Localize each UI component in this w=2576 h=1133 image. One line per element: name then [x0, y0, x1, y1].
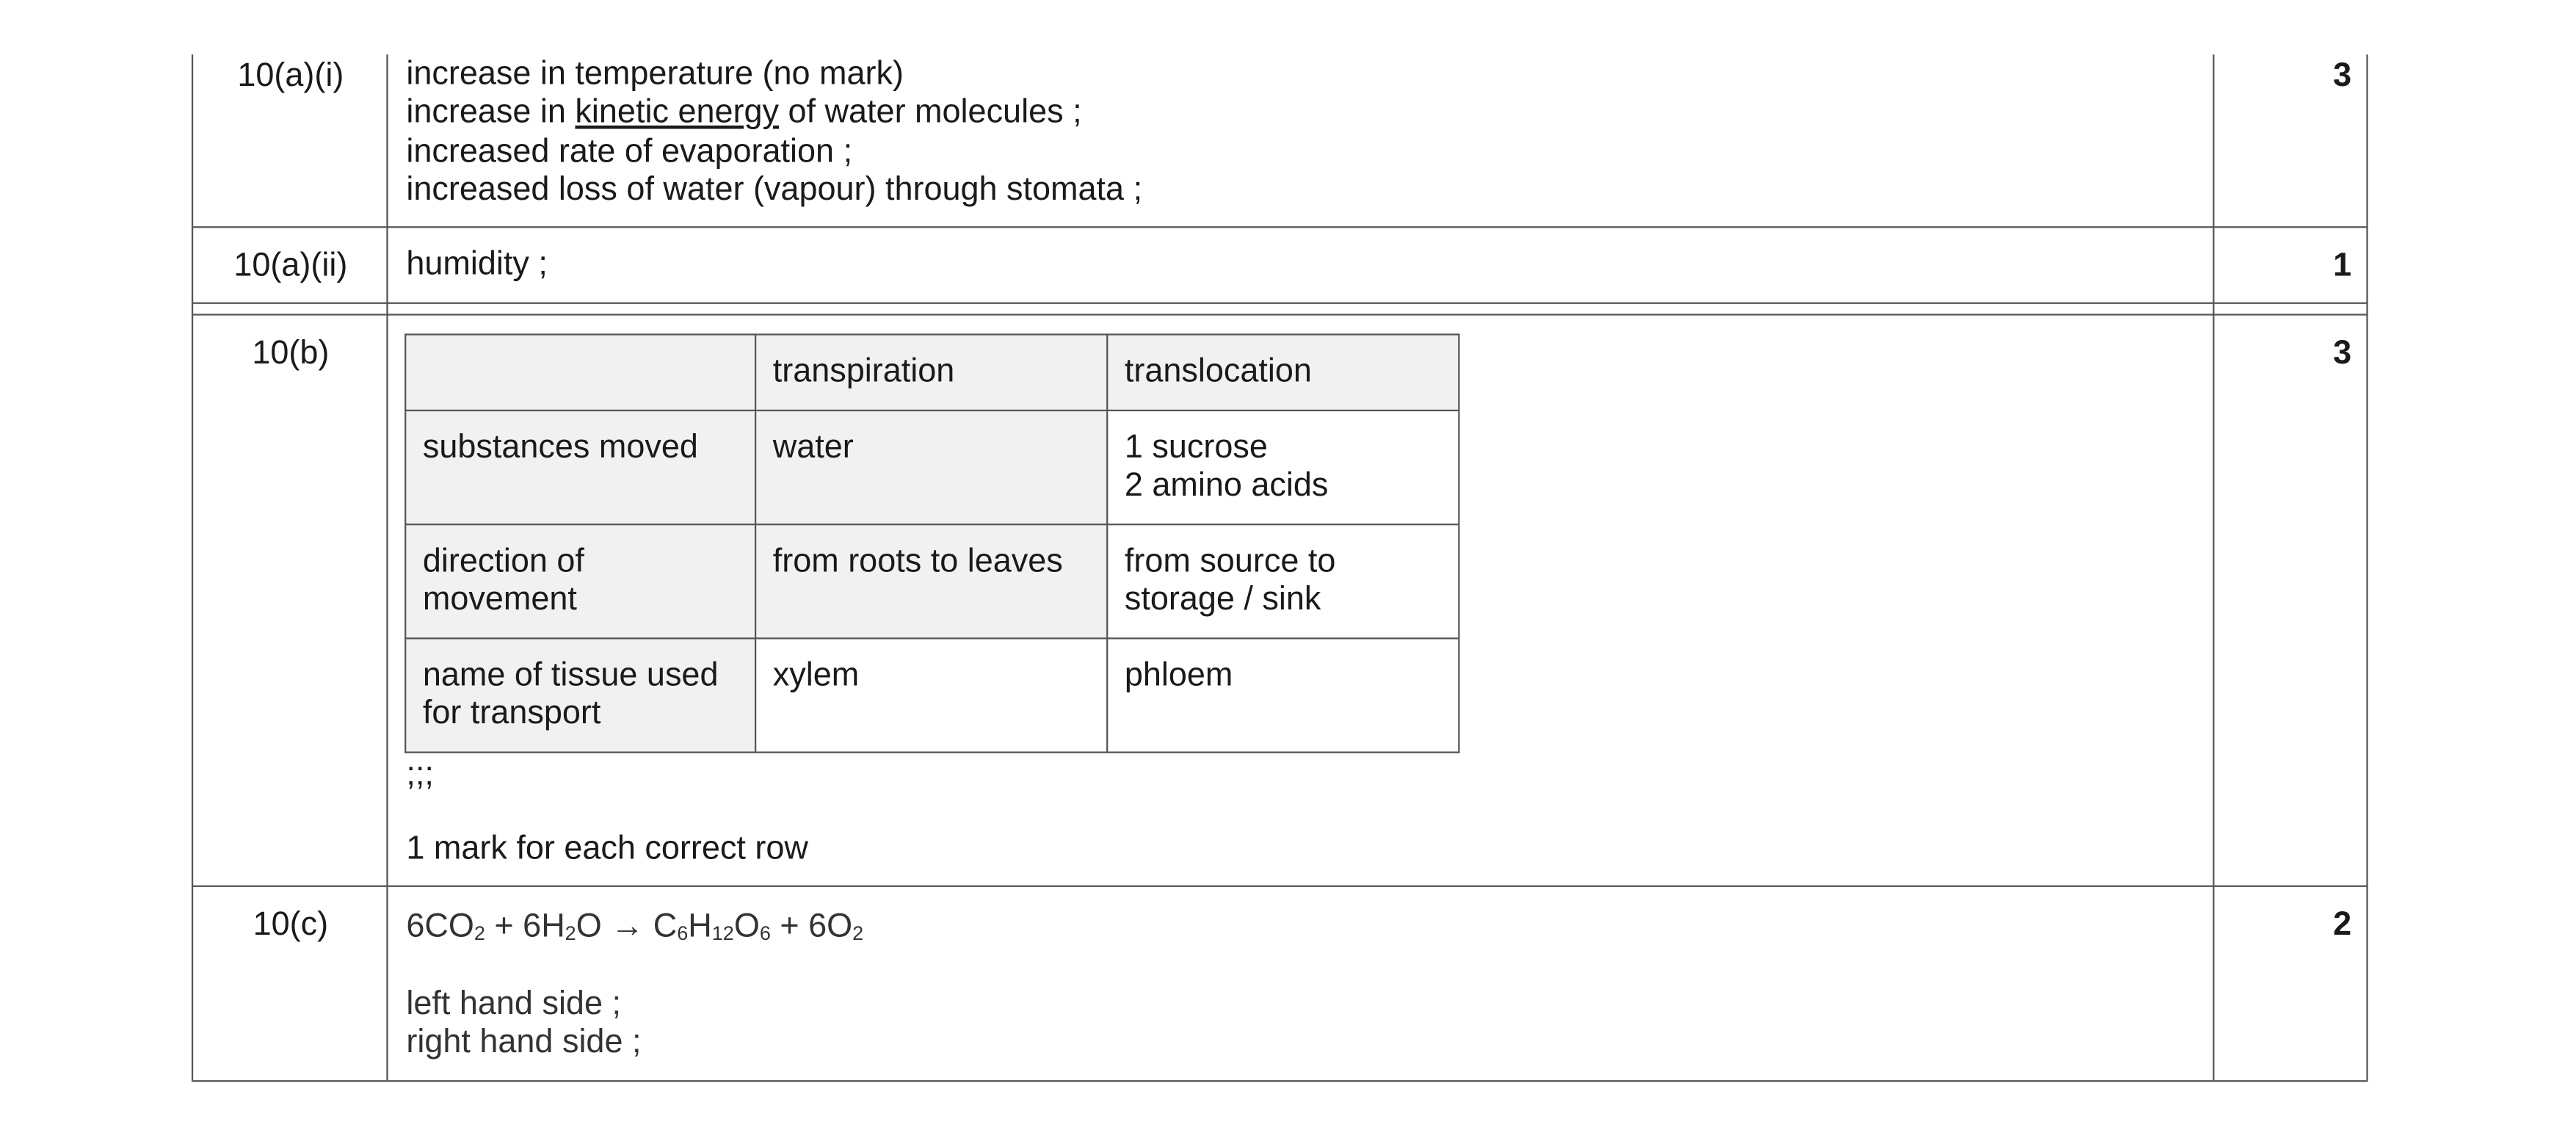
cell-line: from source to — [1124, 543, 1336, 580]
answer-line: left hand side ; — [406, 985, 621, 1023]
table-row-label: substances moved — [405, 410, 755, 524]
table-cell — [1107, 410, 1459, 524]
answer-line: increase in temperature (no mark) — [406, 56, 904, 93]
question-number: 10(c) — [253, 906, 329, 944]
answer-line: humidity ; — [406, 246, 548, 283]
row-divider — [192, 226, 2368, 228]
row-divider — [192, 314, 2368, 315]
row-divider — [192, 886, 2368, 887]
table-row-label — [405, 638, 755, 752]
equation-subscript: 2 — [565, 922, 576, 945]
table-cell: water — [755, 410, 1107, 524]
table-header-cell: transpiration — [755, 335, 1107, 410]
equation-text: H — [688, 908, 712, 945]
equation-subscript: 12 — [711, 922, 734, 945]
row-divider — [192, 1080, 2368, 1082]
answer-text — [406, 246, 548, 284]
table-row — [405, 524, 1459, 638]
cell-line: name of tissue used — [422, 657, 719, 694]
equation-subscript: 6 — [759, 922, 771, 945]
table-cell: from roots to leaves — [755, 524, 1107, 638]
table-row — [405, 410, 1459, 524]
marks-value: 3 — [2333, 335, 2352, 372]
table-header-cell — [405, 335, 755, 410]
table-cell: xylem — [755, 638, 1107, 752]
table-cell — [1107, 638, 1459, 752]
answer-line: increased loss of water (vapour) through stomata ; — [406, 171, 1143, 209]
marks-value: 1 — [2333, 247, 2352, 284]
cell-line: for transport — [422, 695, 601, 732]
equation-text: 6CO — [406, 908, 474, 945]
answer-text — [406, 56, 1142, 210]
marking-note: 1 mark for each correct row — [406, 830, 808, 867]
table-row — [405, 638, 1459, 752]
marks-value: 2 — [2333, 906, 2352, 944]
marks-value: 3 — [2333, 57, 2352, 95]
question-number: 10(a)(ii) — [233, 247, 348, 284]
chemical-equation — [406, 908, 863, 946]
table-header-row — [405, 335, 1459, 410]
cell-line: phloem — [1124, 657, 1233, 694]
cell-line: 1 sucrose — [1124, 429, 1268, 466]
answer-line: right hand side ; — [406, 1024, 642, 1061]
answer-line-prefix: increase in — [406, 94, 576, 131]
answer-text — [406, 986, 641, 1063]
equation-text: + 6O — [770, 908, 853, 945]
question-number: 10(a)(i) — [237, 57, 344, 95]
row-divider — [192, 303, 2368, 304]
cell-line: 2 amino acids — [1124, 467, 1329, 504]
table-header-cell: translocation — [1107, 335, 1459, 410]
comparison-table — [404, 333, 1459, 753]
cell-line: direction of — [422, 543, 584, 580]
equation-subscript: 2 — [474, 922, 485, 945]
table-row-label — [405, 524, 755, 638]
cell-line: storage / sink — [1124, 581, 1321, 618]
equation-subscript: 6 — [677, 922, 689, 945]
table-cell — [1107, 524, 1459, 638]
equation-text: + 6H — [485, 908, 565, 945]
equation-subscript: 2 — [852, 922, 864, 945]
underlined-term: kinetic energy — [575, 94, 780, 131]
answer-line-suffix: of water molecules ; — [788, 94, 1082, 131]
equation-text: O — [733, 908, 760, 945]
answer-separator: ;;; — [406, 756, 434, 793]
cell-line: movement — [422, 581, 577, 618]
answer-line: increased rate of evaporation ; — [406, 133, 853, 170]
equation-text: O → C — [576, 908, 678, 945]
question-number: 10(b) — [252, 335, 330, 372]
answer-line — [406, 95, 1142, 133]
